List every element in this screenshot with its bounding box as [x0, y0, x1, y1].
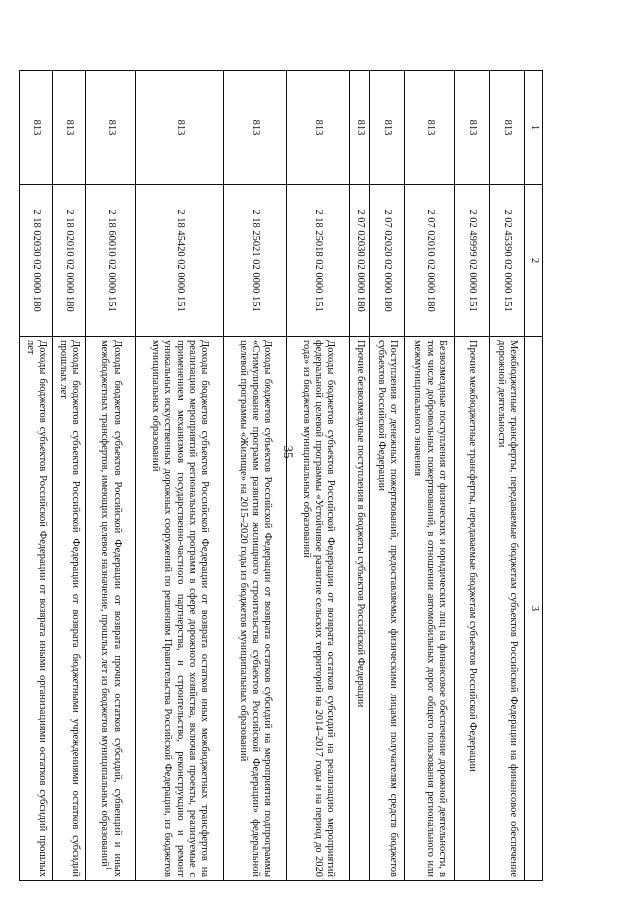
description-cell: Доходы бюджетов субъектов Российской Федерации от возврата остатков иных межбюджетных трансфертов на реализацию мероприятий региональных программ в сфере дорожного хозяйства, включая проекты, реализуемые с применением механизмов государственно-частного партнерства, и строительство, реконструкцию и ремонт уникальных искусственных дорожных сооружений по решениям Правительства Российской Федерации, из бюджетов муниципальных образований — [136, 337, 224, 881]
column-header: 1 — [525, 71, 543, 185]
description-cell: Безвозмездные поступления от физических и юридических лиц на финансовое обеспечение дорожной деятельности, в том числе добровольных пожертвований, в отношении автомобильных дорог общего пользования регионального или межмуниципального значения — [405, 337, 455, 881]
budget-code-cell: 2 18 45420 02 0000 151 — [136, 185, 224, 337]
description-cell: Доходы бюджетов субъектов Российской Федерации от возврата бюджетными учреждениями остатков субсидий прошлых лет — [53, 337, 86, 881]
budget-code-cell: 2 02 49999 02 0000 151 — [455, 185, 490, 337]
table-row — [53, 71, 86, 881]
admin-code-cell: 813 — [370, 71, 405, 185]
admin-code-cell: 813 — [20, 71, 53, 185]
description-cell: Доходы бюджетов субъектов Российской Федерации от возврата остатков субсидий на мероприятия подпрограммы «Стимулирование программ развития жилищного строительства субъектов Российской Федерации» федеральной целевой программы «Жилище» на 2015–2020 годы из бюджетов муниципальных образований — [224, 337, 287, 881]
budget-code-cell: 2 18 25018 02 0000 151 — [287, 185, 350, 337]
admin-code-cell: 813 — [455, 71, 490, 185]
description-cell: Поступления от денежных пожертвований, предоставляемых физическими лицами получателям средств бюджетов субъектов Российской Федерации — [370, 337, 405, 881]
column-header: 2 — [525, 185, 543, 337]
budget-code-cell: 2 18 60010 02 0000 151 — [86, 185, 136, 337]
admin-code-cell: 813 — [490, 71, 525, 185]
admin-code-cell: 813 — [136, 71, 224, 185]
table-header-row — [525, 71, 543, 881]
description-cell: Прочие безвозмездные поступления в бюджеты субъектов Российской Федерации — [350, 337, 370, 881]
budget-code-cell: 2 18 02030 02 0000 180 — [20, 185, 53, 337]
budget-code-cell: 2 07 02020 02 0000 180 — [370, 185, 405, 337]
table-row — [287, 71, 350, 881]
description-cell: Межбюджетные трансферты, передаваемые бюджетам субъектов Российской Федерации на финансовое обеспечение дорожной деятельности — [490, 337, 525, 881]
budget-code-cell: 2 18 25021 02 0000 151 — [224, 185, 287, 337]
footnote-marker: 1 — [105, 866, 113, 871]
page-number: 35 — [281, 445, 296, 459]
table-row — [370, 71, 405, 881]
budget-code-cell: 2 07 02010 02 0000 180 — [405, 185, 455, 337]
budget-code-cell: 2 02 45390 02 0000 151 — [490, 185, 525, 337]
budget-code-cell: 2 18 02010 02 0000 180 — [53, 185, 86, 337]
table-row — [490, 71, 525, 881]
description-cell: Прочие межбюджетные трансферты, передаваемые бюджетам субъектов Российской Федерации — [455, 337, 490, 881]
column-header: 3 — [525, 337, 543, 881]
table-row — [455, 71, 490, 881]
description-text: Доходы бюджетов субъектов Российской Федерации от возврата прочих остатков субсидий, субвенций и иных межбюджетных трансфертов, имеющих целевое назначение, прошлых лет из бюджетов муниципальных образований — [99, 340, 123, 877]
admin-code-cell: 813 — [86, 71, 136, 185]
admin-code-cell: 813 — [405, 71, 455, 185]
description-cell — [86, 337, 136, 881]
table-row — [350, 71, 370, 881]
table-row — [136, 71, 224, 881]
table-row — [405, 71, 455, 881]
admin-code-cell: 813 — [287, 71, 350, 185]
table-row — [86, 71, 136, 881]
table-row — [224, 71, 287, 881]
description-cell: Доходы бюджетов субъектов Российской Федерации от возврата иными организациями остатков субсидий прошлых лет — [20, 337, 53, 881]
admin-code-cell: 813 — [350, 71, 370, 185]
admin-code-cell: 813 — [224, 71, 287, 185]
budget-codes-table — [19, 70, 543, 881]
rotated-table-wrapper — [25, 70, 543, 880]
description-cell: Доходы бюджетов субъектов Российской Федерации от возврата остатков субсидий на реализацию мероприятий федеральной целевой программы «Устойчивое развитие сельских территорий на 2014–2017 годы и на период до 2020 года» из бюджетов муниципальных образований — [287, 337, 350, 881]
table-row — [20, 71, 53, 881]
admin-code-cell: 813 — [53, 71, 86, 185]
budget-code-cell: 2 07 02030 02 0000 180 — [350, 185, 370, 337]
